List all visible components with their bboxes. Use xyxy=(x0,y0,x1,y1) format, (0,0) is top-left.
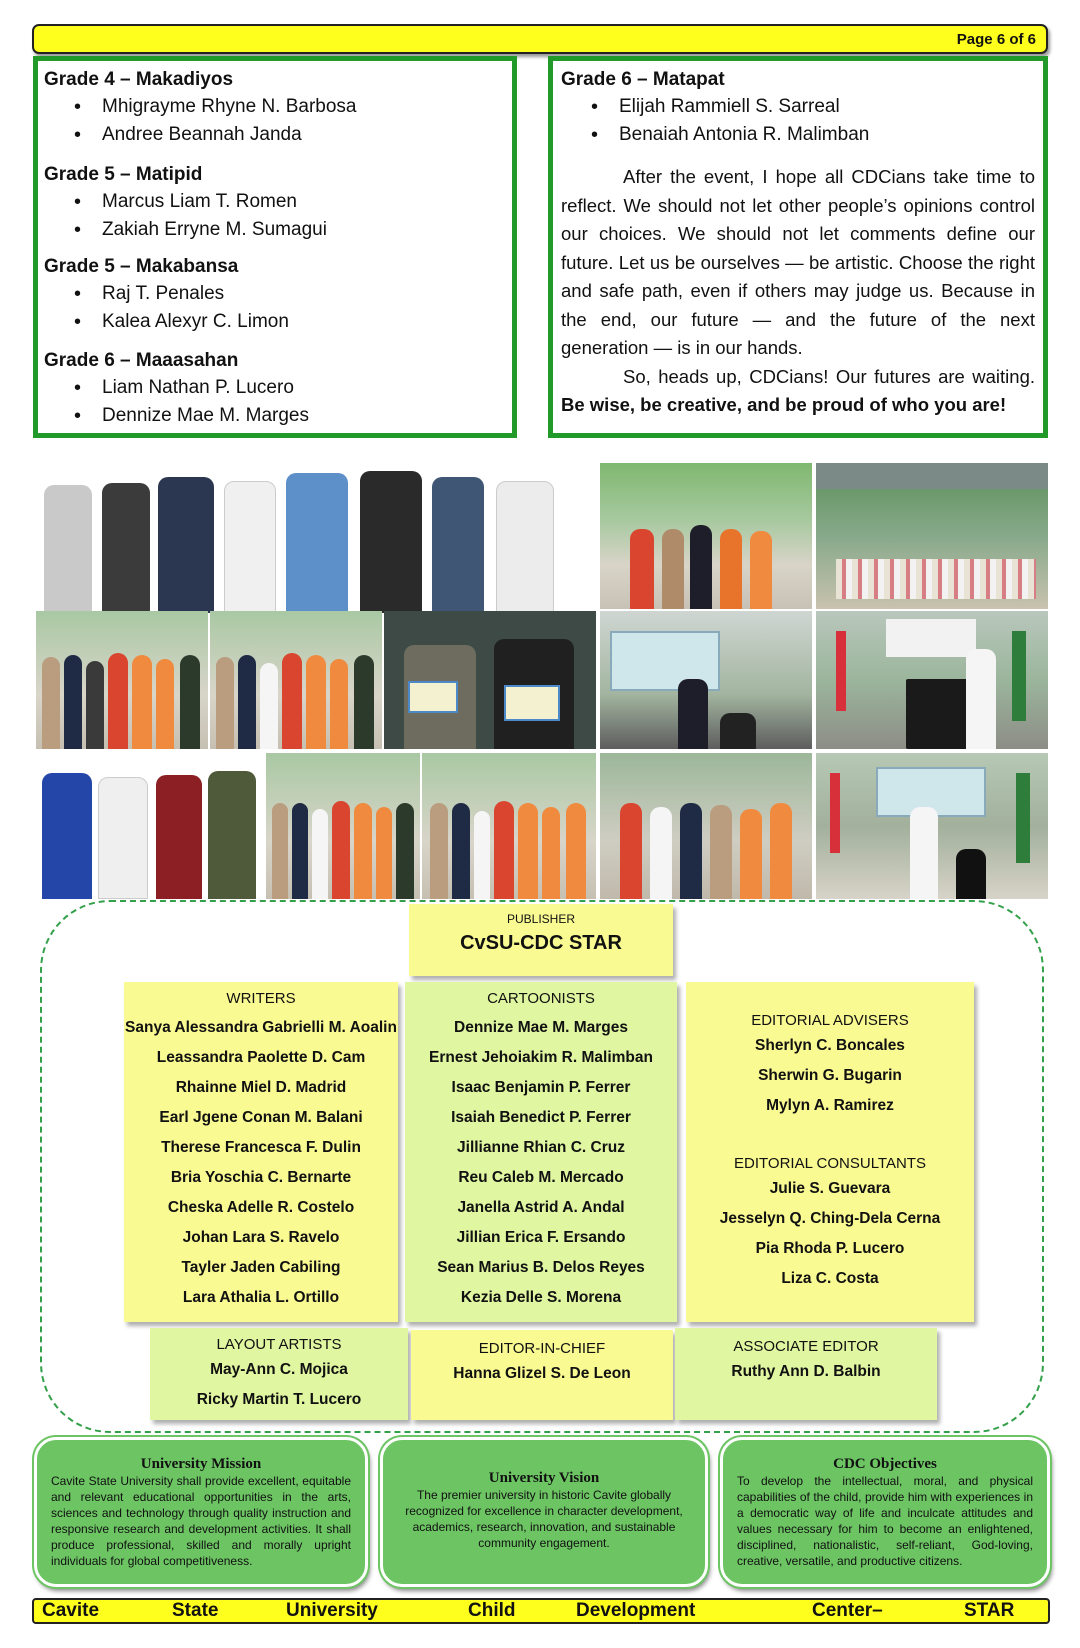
event-photo xyxy=(210,611,382,749)
grade-heading: Grade 6 – Matapat xyxy=(561,69,725,90)
kids-costume-photo xyxy=(36,753,264,899)
event-photo xyxy=(600,463,812,609)
writer-name: Rhainne Miel D. Madrid xyxy=(175,1079,347,1096)
vision-title: University Vision xyxy=(488,1470,600,1486)
writers-box xyxy=(124,982,398,1322)
adviser-name: Sherwin G. Bugarin xyxy=(758,1067,902,1084)
list-item: • Elijah Rammiell S. Sarreal xyxy=(561,93,1035,121)
writer-name: Bria Yoschia C. Bernarte xyxy=(170,1169,352,1186)
mission-box xyxy=(34,1437,368,1587)
page-header-bar xyxy=(32,24,1048,54)
grade-heading: Grade 5 – Matipid xyxy=(44,164,203,185)
vision-box xyxy=(380,1437,708,1587)
footer-title-bar xyxy=(32,1598,1050,1624)
footer-word: State xyxy=(172,1600,219,1621)
list-item: • Mhigrayme Rhyne N. Barbosa xyxy=(44,93,506,121)
photo-collage xyxy=(36,463,1048,899)
advisers-heading: EDITORIAL ADVISERS xyxy=(751,1012,909,1029)
list-item: • Zakiah Erryne M. Sumagui xyxy=(44,216,506,244)
cartoonists-heading: CARTOONISTS xyxy=(487,990,595,1007)
speaker-photo xyxy=(600,611,812,749)
layout-artist-name: May-Ann C. Mojica xyxy=(210,1361,348,1378)
grade-heading: Grade 4 – Makadiyos xyxy=(44,69,234,90)
writer-name: Sanya Alessandra Gabrielli M. Aoalin xyxy=(125,1019,397,1036)
adviser-name: Sherlyn C. Boncales xyxy=(755,1037,905,1054)
cartoonist-name: Dennize Mae M. Marges xyxy=(454,1019,628,1036)
consultants-heading: EDITORIAL CONSULTANTS xyxy=(734,1155,926,1172)
cartoonist-name: Isaiah Benedict P. Ferrer xyxy=(451,1109,631,1126)
closing-text: So, heads up, CDCians! Our futures are waiting. xyxy=(623,365,1035,387)
cartoonist-name: Sean Marius B. Delos Reyes xyxy=(437,1259,645,1276)
eic-heading: EDITOR-IN-CHIEF xyxy=(478,1340,606,1357)
consultant-name: Jesselyn Q. Ching-Dela Cerna xyxy=(719,1210,941,1227)
left-names-box xyxy=(33,56,517,438)
footer-word: Center– xyxy=(812,1600,883,1621)
list-item: • Kalea Alexyr C. Limon xyxy=(44,308,506,336)
editor-in-chief-box xyxy=(411,1330,673,1420)
writer-name: Leassandra Paolette D. Cam xyxy=(156,1049,366,1066)
editorial-advisers-box xyxy=(686,982,974,1322)
list-item: • Andree Beannah Janda xyxy=(44,121,506,149)
cartoonist-name: Reu Caleb M. Mercado xyxy=(458,1169,624,1186)
cartoonist-name: Jillian Erica F. Ersando xyxy=(456,1229,626,1246)
assoc-heading: ASSOCIATE EDITOR xyxy=(733,1338,879,1355)
footer-word: Child xyxy=(468,1600,516,1621)
speaker-photo xyxy=(816,753,1048,899)
list-item: • Liam Nathan P. Lucero xyxy=(44,374,506,402)
event-photo xyxy=(266,753,420,899)
publisher-name: CvSU-CDC STAR xyxy=(460,932,622,954)
list-item: • Dennize Mae M. Marges xyxy=(44,402,506,430)
event-photo xyxy=(422,753,596,899)
right-article-box xyxy=(548,56,1048,438)
publisher-box xyxy=(409,904,673,976)
event-photo xyxy=(600,753,812,899)
layout-heading: LAYOUT ARTISTS xyxy=(216,1336,342,1353)
list-item: • Marcus Liam T. Romen xyxy=(44,188,506,216)
writers-heading: WRITERS xyxy=(226,990,296,1007)
grade-heading: Grade 5 – Makabansa xyxy=(44,256,239,277)
cartoonist-name: Ernest Jehoiakim R. Malimban xyxy=(429,1049,653,1066)
event-photo xyxy=(816,463,1048,609)
footer-word: Development xyxy=(576,1600,696,1621)
cartoonist-name: Isaac Benjamin P. Ferrer xyxy=(451,1079,631,1096)
consultant-name: Julie S. Guevara xyxy=(769,1180,891,1197)
writer-name: Lara Athalia L. Ortillo xyxy=(182,1289,340,1306)
page-number: Page 6 of 6 xyxy=(956,31,1036,48)
consultant-name: Liza C. Costa xyxy=(781,1270,879,1287)
list-item: • Benaiah Antonia R. Malimban xyxy=(561,121,1035,149)
grade-group xyxy=(44,256,506,336)
cartoonist-name: Janella Astrid A. Andal xyxy=(457,1199,625,1216)
adviser-name: Mylyn A. Ramirez xyxy=(766,1097,894,1114)
assoc-name: Ruthy Ann D. Balbin xyxy=(731,1363,881,1380)
footer-word: University xyxy=(286,1600,378,1621)
writer-name: Therese Francesca F. Dulin xyxy=(161,1139,361,1156)
writer-name: Earl Jgene Conan M. Balani xyxy=(159,1109,363,1126)
objectives-box xyxy=(720,1437,1050,1587)
objectives-text: To develop the intellectual, moral, and physical capabilities of the child, provide him with experiences in a democratic way of life and inculcate attitudes and values necessary for him to become an enlightened, disciplined, nationalistic, self-reliant, God-loving, creative, versatile, and productive citizens. xyxy=(737,1474,1033,1568)
vision-text: The premier university in historic Cavite globally recognized for excellence in character development, academics, research, innovation, and sustainable community engagement. xyxy=(405,1488,683,1550)
layout-artist-name: Ricky Martin T. Lucero xyxy=(196,1391,362,1408)
layout-artists-box xyxy=(150,1328,408,1420)
grade-group xyxy=(44,69,506,149)
cartoonist-name: Kezia Delle S. Morena xyxy=(460,1289,622,1306)
grade-heading: Grade 6 – Maaasahan xyxy=(44,350,239,371)
consultant-name: Pia Rhoda P. Lucero xyxy=(755,1240,905,1257)
event-photo xyxy=(36,611,208,749)
podium-speaker-photo xyxy=(816,611,1048,749)
article-closing xyxy=(561,363,1035,420)
grade-group xyxy=(44,164,506,244)
kids-costume-photo xyxy=(36,463,596,613)
cartoonists-box xyxy=(405,982,677,1322)
footer-word: STAR xyxy=(964,1600,1015,1621)
writer-name: Cheska Adelle R. Costelo xyxy=(167,1199,355,1216)
writer-name: Tayler Jaden Cabiling xyxy=(181,1259,341,1276)
publisher-label: PUBLISHER xyxy=(506,912,576,926)
cartoonist-name: Jillianne Rhian C. Cruz xyxy=(457,1139,625,1156)
objectives-title: CDC Objectives xyxy=(833,1456,937,1472)
list-item: • Raj T. Penales xyxy=(44,280,506,308)
mission-title: University Mission xyxy=(140,1456,262,1472)
closing-emphasis: Be wise, be creative, and be proud of who you are! xyxy=(561,394,1007,415)
writer-name: Johan Lara S. Ravelo xyxy=(182,1229,340,1246)
article-paragraph: After the event, I hope all CDCians take time to reflect. We should not let other people’s opinions control our choices. We should not let comments define our future. Let us be ourselves — be artistic. Choose the right and safe path, even if others may judge us. Because in the end, our future — and the future of the next generation — is in our hands. xyxy=(561,166,1035,358)
grade-group xyxy=(44,350,506,430)
mission-text: Cavite State University shall provide excellent, equitable and relevant educational opportunities in the arts, sciences and technology through quality instruction and responsive research and development activities. It shall produce professional, skilled and morally upright individuals for global competitiveness. xyxy=(51,1474,351,1568)
students-certificate-photo xyxy=(384,611,596,749)
eic-name: Hanna Glizel S. De Leon xyxy=(453,1365,631,1382)
footer-word: Cavite xyxy=(42,1600,100,1621)
associate-editor-box xyxy=(675,1328,937,1420)
